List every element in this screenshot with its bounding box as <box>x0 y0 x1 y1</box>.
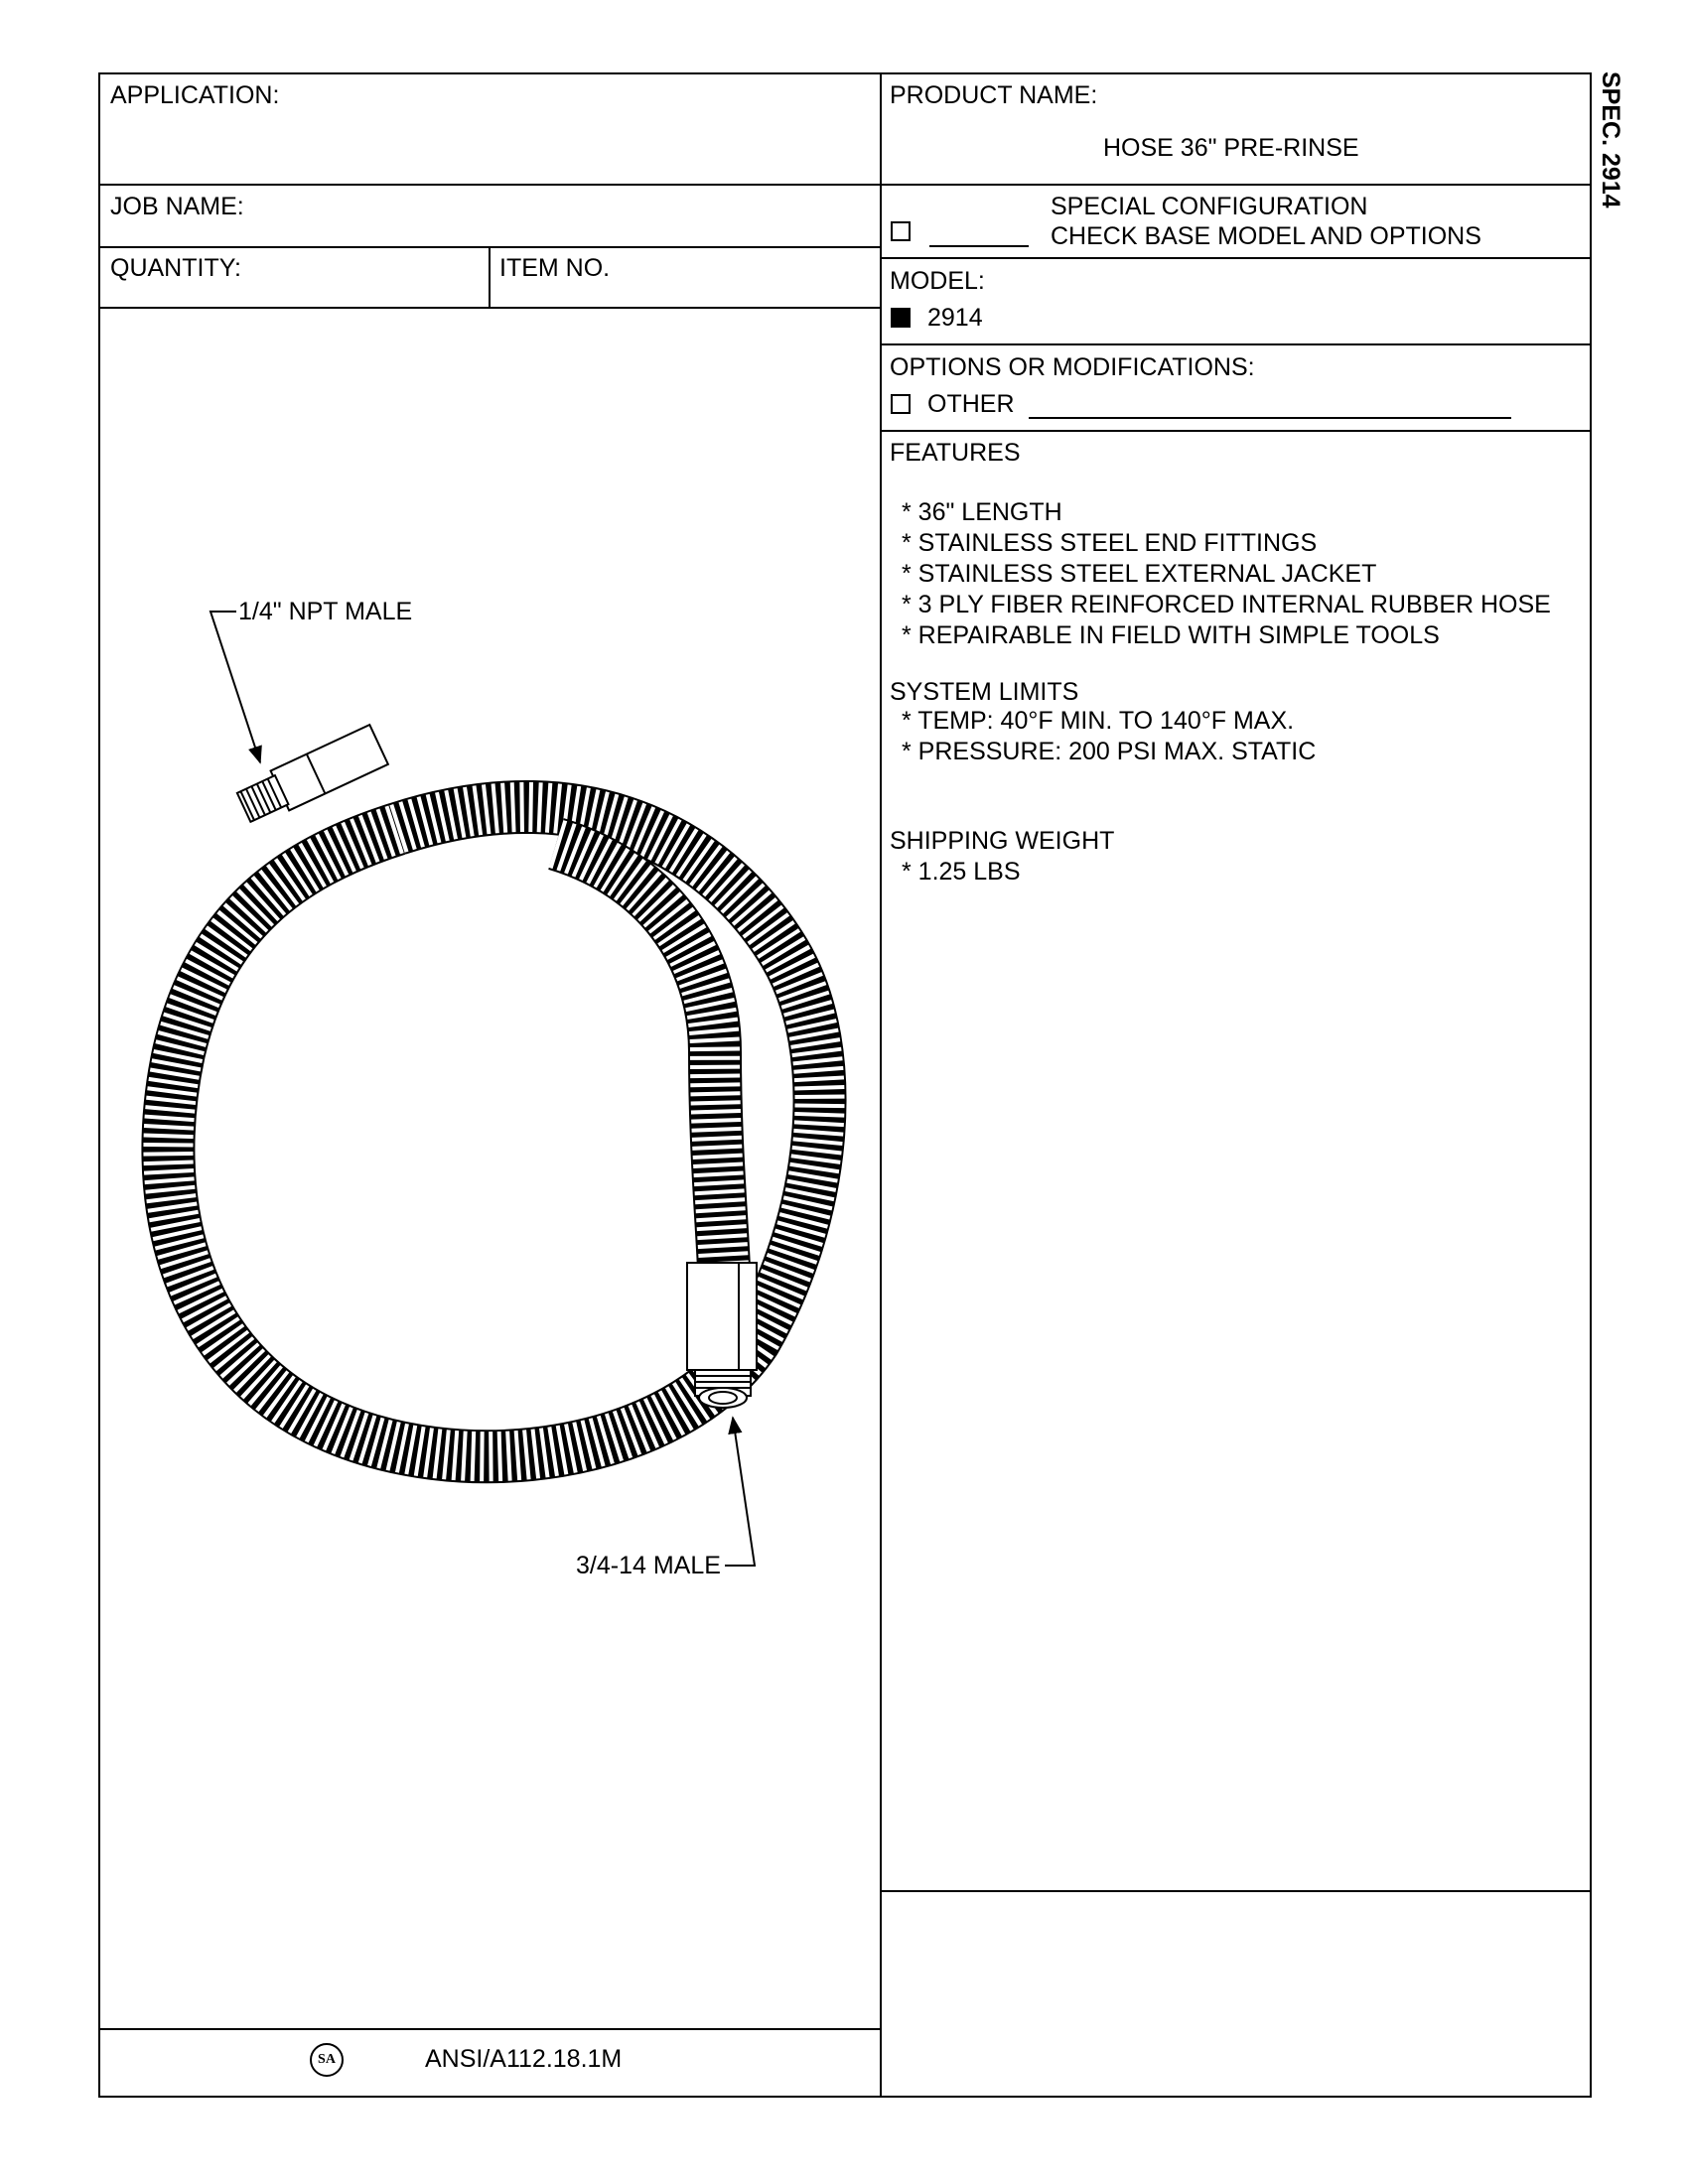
feature-item: * 36" LENGTH <box>902 498 1062 526</box>
system-limits-label: SYSTEM LIMITS <box>890 678 1079 706</box>
special-config-line1: SPECIAL CONFIGURATION <box>1051 193 1368 220</box>
feature-item: * REPAIRABLE IN FIELD WITH SIMPLE TOOLS <box>902 621 1440 649</box>
leader-top <box>211 612 260 762</box>
quantity-label: QUANTITY: <box>110 254 241 282</box>
options-label: OPTIONS OR MODIFICATIONS: <box>890 353 1255 381</box>
other-label: OTHER <box>927 390 1015 418</box>
shipping-weight-value: * 1.25 LBS <box>902 858 1021 886</box>
product-name-value: HOSE 36" PRE-RINSE <box>1103 134 1359 162</box>
feature-item: * STAINLESS STEEL END FITTINGS <box>902 529 1318 557</box>
job-name-label: JOB NAME: <box>110 193 244 220</box>
item-no-label: ITEM NO. <box>499 254 611 282</box>
leader-bottom <box>725 1418 755 1566</box>
feature-item: * STAINLESS STEEL EXTERNAL JACKET <box>902 560 1377 588</box>
special-config-line2: CHECK BASE MODEL AND OPTIONS <box>1051 222 1481 250</box>
spec-number-label: SPEC. 2914 <box>1597 71 1624 208</box>
model-value: 2914 <box>927 304 983 332</box>
feature-item: * 3 PLY FIBER REINFORCED INTERNAL RUBBER HOSE <box>902 591 1551 618</box>
model-label: MODEL: <box>890 267 985 295</box>
application-label: APPLICATION: <box>110 81 280 109</box>
system-limit-item: * PRESSURE: 200 PSI MAX. STATIC <box>902 738 1317 765</box>
hose-strand <box>556 844 725 1300</box>
footer-standard: ANSI/A112.18.1M <box>425 2045 623 2073</box>
product-name-label: PRODUCT NAME: <box>890 81 1098 109</box>
bottom-fitting <box>687 1263 757 1408</box>
system-limit-item: * TEMP: 40°F MIN. TO 140°F MAX. <box>902 707 1295 735</box>
callout-3-4-14-male: 3/4-14 MALE <box>576 1552 721 1579</box>
features-label: FEATURES <box>890 439 1021 467</box>
callout-npt-male: 1/4" NPT MALE <box>238 598 413 625</box>
shipping-weight-label: SHIPPING WEIGHT <box>890 827 1115 855</box>
certification-logo-text: SA <box>318 2052 336 2067</box>
